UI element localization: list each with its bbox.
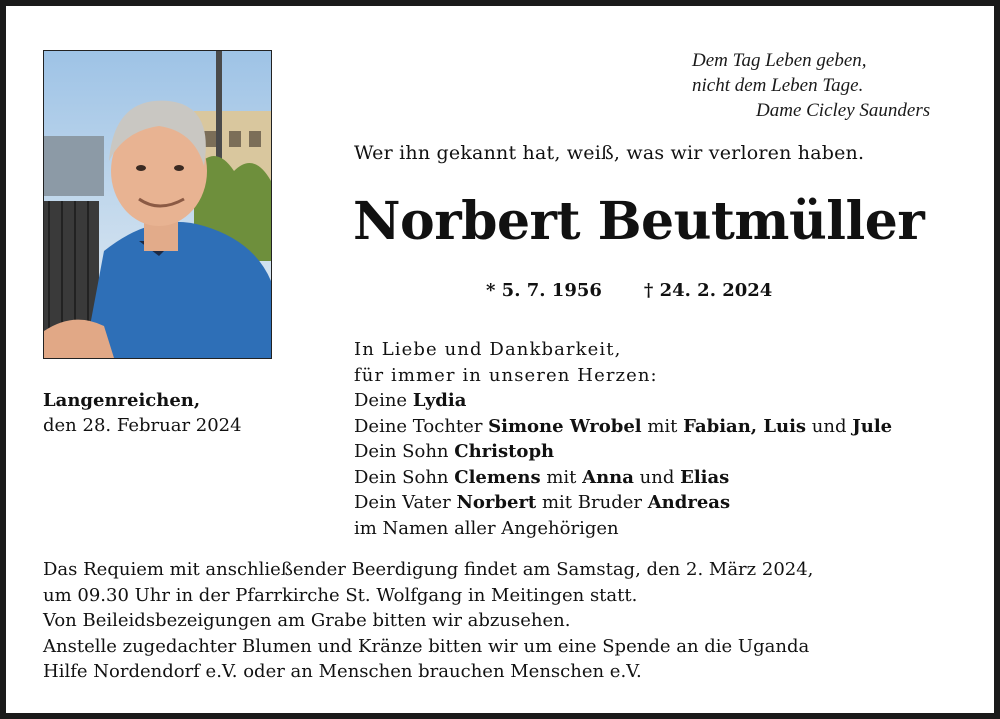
quote-line-1: Dem Tag Leben geben, [692, 50, 867, 71]
notice-date: den 28. Februar 2024 [43, 415, 242, 436]
mourner-connector: und [811, 415, 847, 437]
mourner-name: Elias [680, 466, 730, 488]
mourner-connector: mit [647, 415, 678, 437]
quote-line-2: nicht dem Leben Tage. [692, 75, 864, 96]
portrait-illustration [44, 51, 271, 358]
footer-line-5: Hilfe Nordendorf e.V. oder an Menschen brauchen Menschen e.V. [43, 661, 642, 682]
intro-text: Wer ihn gekannt hat, weiß, was wir verloren haben. [354, 142, 865, 164]
mourner-prefix: Dein Sohn [354, 466, 449, 488]
mourner-prefix: Deine Tochter [354, 415, 483, 437]
mourner-connector: und [639, 466, 675, 488]
mourner-name: Simone Wrobel [488, 415, 642, 437]
footer-line-1: Das Requiem mit anschließender Beerdigung findet am Samstag, den 2. März 2024, [43, 559, 814, 580]
footer-line-2: um 09.30 Uhr in der Pfarrkirche St. Wolfgang in Meitingen statt. [43, 584, 638, 606]
mourners-list [354, 337, 892, 541]
deceased-name: Norbert Beutmüller [353, 191, 925, 252]
mourner-name: Christoph [454, 441, 555, 462]
mourner-name: Andreas [647, 492, 731, 513]
place-town: Langenreichen, [43, 390, 201, 411]
footer-line-3: Von Beileidsbezeigungen am Grabe bitten wir abzusehen. [43, 610, 571, 631]
quote-author: Dame Cicley Saunders [756, 100, 931, 121]
mourner-daughter [354, 414, 892, 440]
mourner-connector: mit [546, 466, 577, 488]
death-date: † 24. 2. 2024 [643, 280, 773, 301]
footer-line-4: Anstelle zugedachter Blumen und Kränze bitten wir um eine Spende an die Uganda [43, 635, 810, 657]
mourner-wife [354, 388, 892, 414]
mourners-intro-1: In Liebe und Dankbarkeit, [354, 339, 622, 360]
mourner-father [354, 490, 892, 516]
mourner-name: Fabian, Luis [683, 415, 807, 437]
place-and-date [43, 388, 242, 438]
mourner-son-1 [354, 439, 892, 465]
life-dates [486, 280, 772, 301]
mourner-connector: mit Bruder [541, 492, 642, 513]
portrait-photo [43, 50, 272, 359]
birth-date: * 5. 7. 1956 [486, 280, 602, 301]
mourner-name: Norbert [456, 492, 537, 513]
mourner-name: Lydia [412, 390, 467, 411]
mourner-son-2 [354, 465, 892, 491]
mourner-prefix: Dein Sohn [354, 441, 449, 462]
mourner-prefix: Deine [354, 390, 408, 411]
mourner-name: Anna [582, 466, 634, 488]
mourners-intro-2: für immer in unseren Herzen: [354, 364, 658, 386]
funeral-information [43, 557, 973, 685]
mourner-name: Clemens [454, 466, 541, 488]
mourners-closing: im Namen aller Angehörigen [354, 517, 619, 539]
mourner-name: Jule [852, 415, 893, 437]
mourner-prefix: Dein Vater [354, 492, 451, 513]
